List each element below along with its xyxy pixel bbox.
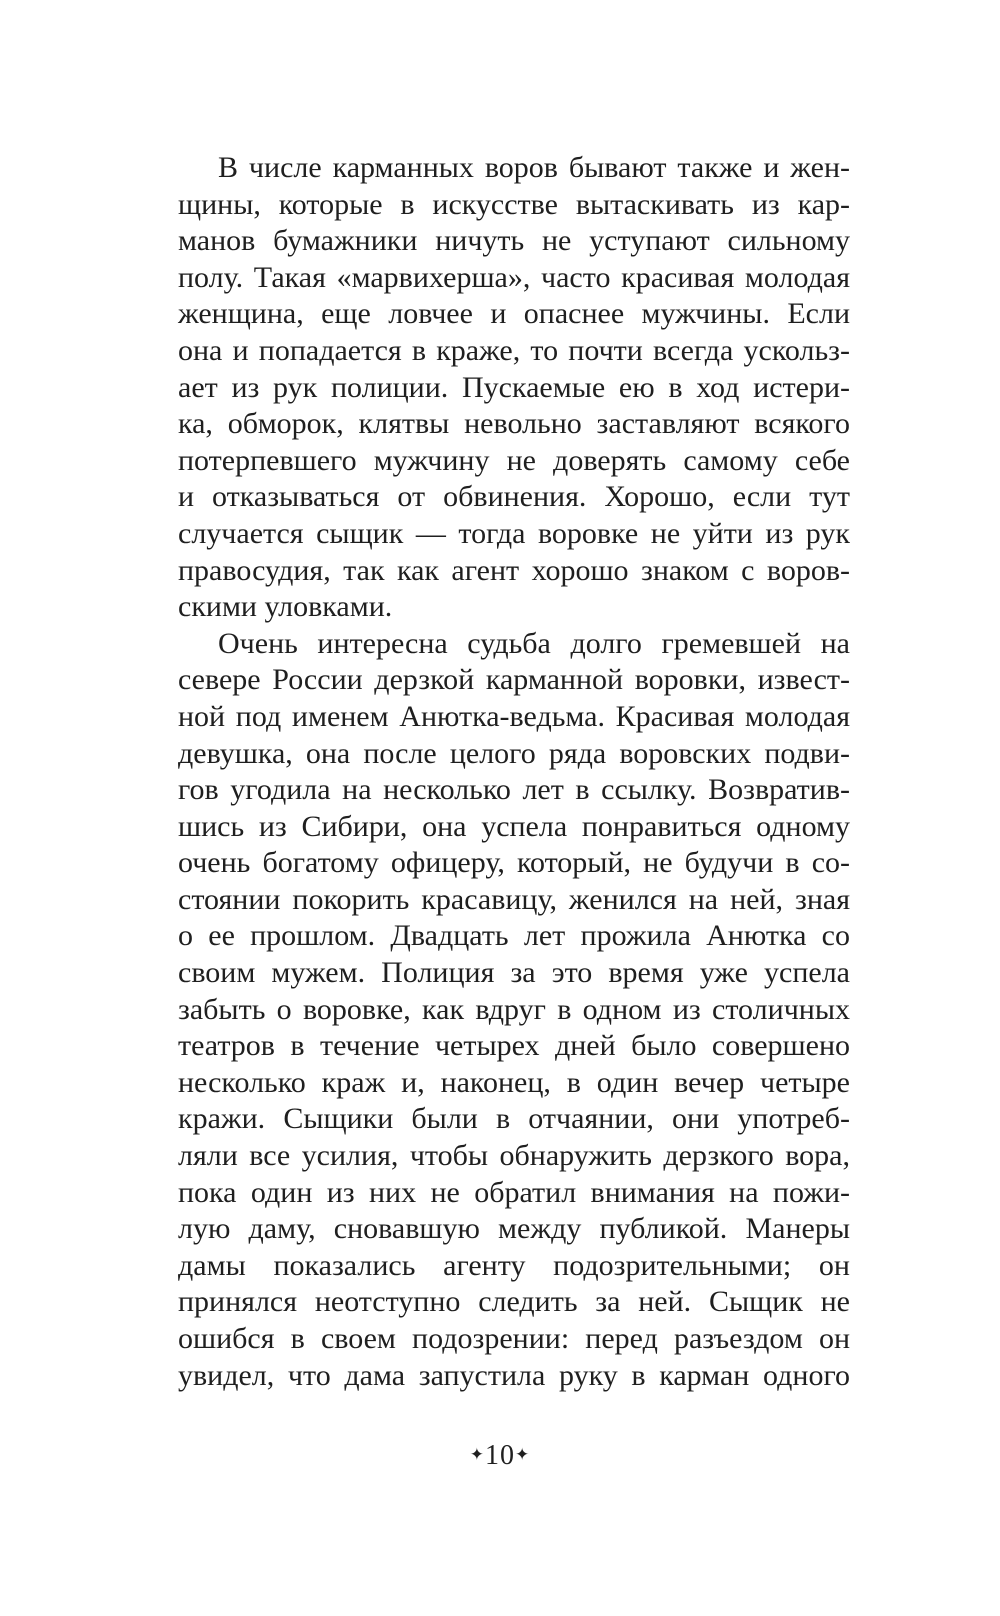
text-line: ляли все усилия, чтобы обнаружить дерзкого вора,: [178, 1139, 850, 1173]
text-line: и отказываться от обвинения. Хорошо, если тут: [178, 480, 850, 514]
text-line: женщина, еще ловчее и опаснее мужчины. Если: [178, 297, 850, 331]
paragraph: [178, 626, 850, 1394]
text-line: стоянии покорить красавицу, женился на ней, зная: [178, 882, 850, 916]
text-line: своим мужем. Полиция за это время уже успела: [178, 956, 850, 990]
text-line: манов бумажники ничуть не уступают сильному: [178, 224, 850, 258]
text-line: потерпевшего мужчину не доверять самому себе: [178, 443, 850, 477]
text-line: ка, обморок, клятвы невольно заставляют всякого: [178, 407, 850, 441]
text-line: забыть о воровке, как вдруг в одном из столичных: [178, 992, 850, 1026]
text-line: В числе карманных воров бывают также и жен-: [218, 151, 850, 184]
text-line: театров в течение четырех дней было совершено: [178, 1029, 850, 1063]
text-line: пока один из них не обратил внимания на пожи-: [178, 1175, 850, 1209]
text-line: Очень интересна судьба долго гремевшей на: [218, 626, 850, 660]
text-line: правосудия, так как агент хорошо знаком с воров-: [178, 553, 850, 587]
text-line: скими уловками.: [178, 590, 393, 624]
text-line: ошибся в своем подозрении: перед разъездом он: [178, 1322, 850, 1355]
text-line: несколько краж и, наконец, в один вечер четыре: [178, 1065, 850, 1099]
text-line: лую даму, сновавшую между публикой. Манеры: [178, 1212, 850, 1246]
ornament-star-icon: ✦: [469, 1445, 485, 1464]
page-number: 10: [485, 1440, 515, 1471]
text-line: дамы показались агенту подозрительными; он: [178, 1248, 850, 1282]
text-line: ной под именем Анютка-ведьма. Красивая молодая: [178, 699, 850, 733]
paragraph: [178, 150, 850, 626]
text-line: шись из Сибири, она успела понравиться одному: [178, 809, 850, 843]
text-line: увидел, что дама запустила руку в карман одного: [178, 1358, 850, 1392]
text-line: она и попадается в краже, то почти всегда ускольз-: [178, 333, 850, 367]
text-line: гов угодила на несколько лет в ссылку. Возвратив-: [178, 773, 850, 807]
page-number-footer: [0, 1440, 1000, 1471]
text-line: щины, которые в искусстве вытаскивать из кар-: [178, 187, 850, 221]
text-line: полу. Такая «марвихерша», часто красивая молодая: [178, 260, 850, 294]
text-line: очень богатому офицеру, который, не будучи в со-: [178, 846, 850, 880]
text-line: о ее прошлом. Двадцать лет прожила Анютка со: [178, 919, 850, 953]
text-line: принялся неотступно следить за ней. Сыщик не: [178, 1285, 850, 1319]
text-line: ает из рук полиции. Пускаемые ею в ход истери-: [178, 370, 850, 404]
text-line: случается сыщик — тогда воровке не уйти из рук: [178, 516, 850, 550]
text-line: девушка, она после целого ряда воровских подви-: [178, 736, 850, 770]
body-text: [178, 150, 850, 1394]
text-line: севере России дерзкой карманной воровки, извест-: [178, 663, 850, 697]
ornament-star-icon: ✦: [515, 1445, 531, 1464]
text-line: кражи. Сыщики были в отчаянии, они употреб-: [178, 1102, 850, 1136]
